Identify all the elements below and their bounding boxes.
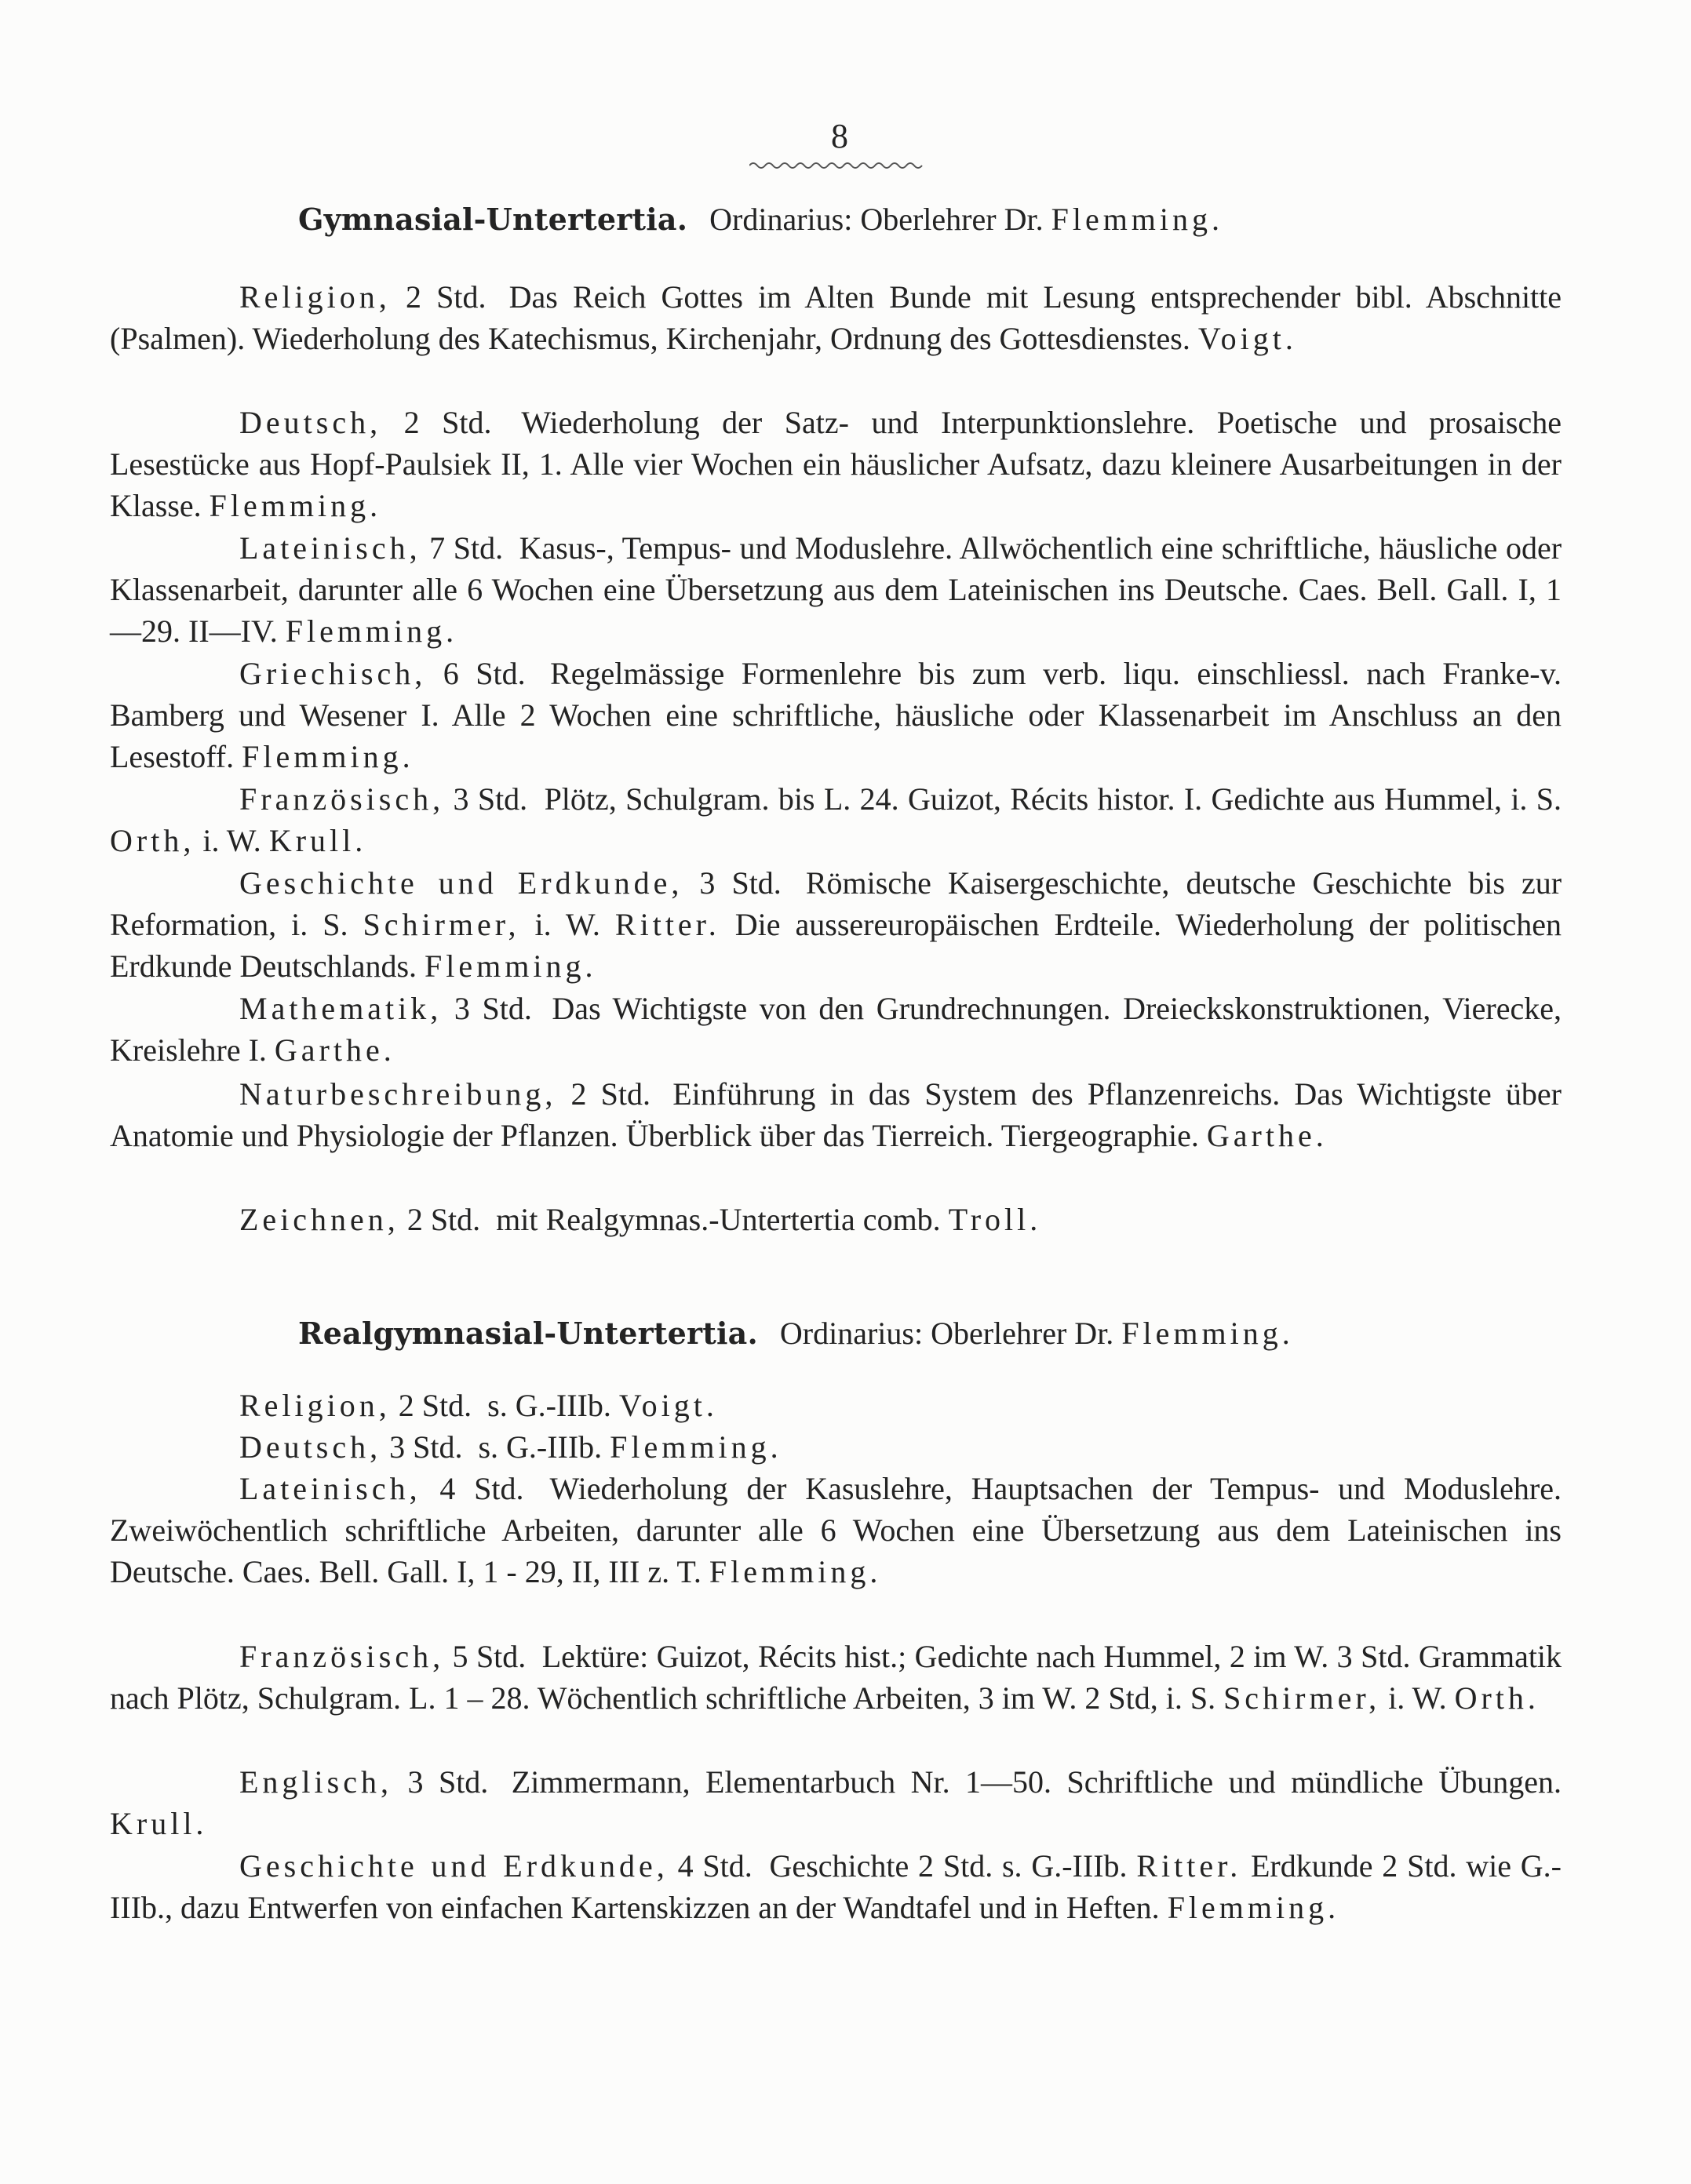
hours: 3 Std.: [699, 865, 782, 901]
hours: 2 Std.: [570, 1076, 651, 1112]
subject: Französisch,: [239, 781, 445, 817]
entry-deutsch-rg: [110, 1426, 1562, 1468]
section-title: Gymnasial-Untertertia.: [298, 202, 688, 237]
ordinarius-rank: Oberlehrer Dr.: [860, 202, 1044, 237]
entry-lateinisch-rg: [110, 1468, 1562, 1592]
entry-geschichte-erdkunde-rg: [110, 1845, 1562, 1928]
hours: 4 Std.: [677, 1848, 753, 1884]
ordinarius-name: Flemming.: [1051, 202, 1224, 237]
entry-griechisch: [110, 653, 1562, 777]
teacher: Flemming.: [709, 1554, 882, 1589]
entry-text: mit Realgymnas.-Untertertia comb.: [496, 1202, 941, 1237]
teacher-2: Krull.: [268, 823, 367, 858]
entry-mathematik: [110, 988, 1562, 1071]
ordinarius-rank: Oberlehrer Dr.: [931, 1316, 1114, 1351]
entry-text: Das Wichtigste von den Grundrechnungen. Dreieckskonstruktionen, Vierecke, Kreislehre I.: [110, 991, 1562, 1068]
subject: Lateinisch,: [239, 1471, 421, 1506]
section-heading-gymnasial: [110, 200, 1562, 239]
teacher: Voigt.: [1197, 321, 1297, 356]
entry-text: Einführung in das System des Pflanzenreichs. Das Wichtigste über Anatomie und Physiologie der Pflanzen. Überblick über das Tierreich. Tiergeographie.: [110, 1076, 1562, 1153]
entry-englisch-rg: [110, 1761, 1562, 1844]
teacher: Voigt.: [618, 1388, 718, 1423]
subject: Religion,: [239, 1388, 391, 1423]
subject: Lateinisch,: [239, 530, 421, 566]
teacher: Flemming.: [610, 1429, 782, 1465]
teacher: Garthe.: [1206, 1118, 1328, 1153]
entry-text: Lektüre: Guizot, Récits hist.; Gedichte nach Hummel, 2 im W. 3 Std. Grammatik nach Plötz, Schulgram. L. 1 – 28. Wöchentlich schriftliche Arbeiten, 3 im W. 2 Std, i. S.: [110, 1639, 1562, 1716]
entry-text: Zimmermann, Elementarbuch Nr. 1—50. Schriftliche und mündliche Übungen.: [511, 1764, 1562, 1800]
teacher: Schirmer,: [1223, 1680, 1381, 1716]
subject: Religion,: [239, 279, 391, 315]
entry-text: Wiederholung der Satz- und Interpunktionslehre. Poetische und prosaische Lesestücke aus Hopf-Paulsiek II, 1. Alle vier Wochen ein häuslicher Aufsatz, dazu kleinere Ausarbeitungen in der Klasse.: [110, 405, 1562, 523]
subject: Geschichte und Erdkunde,: [239, 865, 683, 901]
teacher: Schirmer,: [363, 907, 520, 942]
teacher: Troll.: [948, 1202, 1042, 1237]
entry-religion-rg: [110, 1385, 1562, 1426]
teacher: Flemming.: [285, 613, 458, 649]
entry-text: Plötz, Schulgram. bis L. 24. Guizot, Récits histor. I. Gedichte aus Hummel, i. S.: [544, 781, 1562, 817]
hours: 3 Std.: [453, 781, 528, 817]
entry-geschichte-erdkunde: [110, 862, 1562, 987]
subject: Zeichnen,: [239, 1202, 399, 1237]
subject: Deutsch,: [239, 1429, 382, 1465]
entry-text-3: Die aussereuropäischen Erdteile. Wiederholung der politischen Erdkunde Deutschlands.: [110, 907, 1562, 984]
subject: Mathematik,: [239, 991, 443, 1026]
teacher: Ritter.: [1136, 1848, 1242, 1884]
entry-zeichnen: [110, 1199, 1562, 1240]
hours: 3 Std.: [389, 1429, 463, 1465]
hours: 7 Std.: [429, 530, 504, 566]
teacher: Krull.: [110, 1806, 208, 1841]
ordinarius-name: Flemming.: [1121, 1316, 1294, 1351]
hours: 2 Std.: [398, 1388, 472, 1423]
entry-text-2: i. W.: [202, 823, 261, 858]
teacher-2: Orth.: [1454, 1680, 1540, 1716]
hours: 3 Std.: [407, 1764, 489, 1800]
teacher-2: Flemming.: [1167, 1890, 1340, 1925]
subject: Englisch,: [239, 1764, 392, 1800]
teacher: Flemming.: [209, 488, 382, 523]
entry-lateinisch: [110, 527, 1562, 652]
entry-text: Kasus-, Tempus- und Moduslehre. Allwöchentlich eine schriftliche, häusliche oder Klassenarbeit, darunter alle 6 Wochen eine Übersetzung aus dem Lateinischen ins Deutsche. Caes. Bell. Gall. I, 1—29. II—IV.: [110, 530, 1562, 649]
hours: 5 Std.: [452, 1639, 527, 1674]
entry-text-2: i. W.: [534, 907, 600, 942]
hours: 2 Std.: [406, 1202, 481, 1237]
ordinarius-label: Ordinarius:: [709, 202, 853, 237]
entry-deutsch: [110, 402, 1562, 526]
entry-text: s. G.-IIIb.: [487, 1388, 611, 1423]
entry-text-2: i. W.: [1388, 1680, 1447, 1716]
teacher: Orth,: [110, 823, 195, 858]
teacher-3: Flemming.: [425, 948, 597, 984]
subject: Geschichte und Erdkunde,: [239, 1848, 669, 1884]
entry-franzoesisch-rg: [110, 1636, 1562, 1719]
subject: Griechisch,: [239, 656, 427, 691]
entry-franzoesisch: [110, 778, 1562, 861]
hours: 2 Std.: [403, 405, 492, 440]
subject: Französisch,: [239, 1639, 445, 1674]
entry-text: Das Reich Gottes im Alten Bunde mit Lesung entsprechender bibl. Abschnitte (Psalmen). Wiederholung des Katechismus, Kirchenjahr, Ordnung des Gottesdienstes.: [110, 279, 1562, 356]
page-number: 8: [831, 117, 848, 155]
entry-naturbeschreibung: [110, 1073, 1562, 1156]
entry-text-2: Erdkunde 2 Std. wie G.-IIIb., dazu Entwerfen von einfachen Kartenskizzen an der Wandtafel und in Heften.: [110, 1848, 1562, 1925]
subject: Naturbeschreibung,: [239, 1076, 557, 1112]
entry-text: s. G.-IIIb.: [478, 1429, 603, 1465]
entry-text: Regelmässige Formenlehre bis zum verb. liqu. einschliessl. nach Franke-v. Bamberg und Wesener I. Alle 2 Wochen eine schriftliche, häusliche oder Klassenarbeit im Anschluss an den Lesestoff.: [110, 656, 1562, 774]
entry-religion: [110, 276, 1562, 359]
wavy-divider-ornament: [749, 159, 926, 172]
section-title: Realgymnasial-Untertertia.: [298, 1316, 758, 1351]
ordinarius-label: Ordinarius:: [779, 1316, 924, 1351]
hours: 2 Std.: [405, 279, 487, 315]
entry-text: Römische Kaisergeschichte, deutsche Geschichte bis zur Reformation, i. S.: [110, 865, 1562, 942]
section-heading-realgymnasial: [110, 1314, 1562, 1353]
teacher-2: Ritter.: [614, 907, 720, 942]
teacher: Flemming.: [242, 739, 414, 774]
hours: 6 Std.: [443, 656, 526, 691]
hours: 4 Std.: [439, 1471, 524, 1506]
subject: Deutsch,: [239, 405, 382, 440]
entry-text: Geschichte 2 Std. s. G.-IIIb.: [769, 1848, 1128, 1884]
entry-text: Wiederholung der Kasuslehre, Hauptsachen der Tempus- und Moduslehre. Zweiwöchentlich schriftliche Arbeiten, darunter alle 6 Wochen eine Übersetzung aus dem Lateinischen ins Deutsche. Caes. Bell. Gall. I, 1 - 29, II, III z. T.: [110, 1471, 1562, 1589]
teacher: Garthe.: [274, 1032, 395, 1068]
hours: 3 Std.: [454, 991, 532, 1026]
